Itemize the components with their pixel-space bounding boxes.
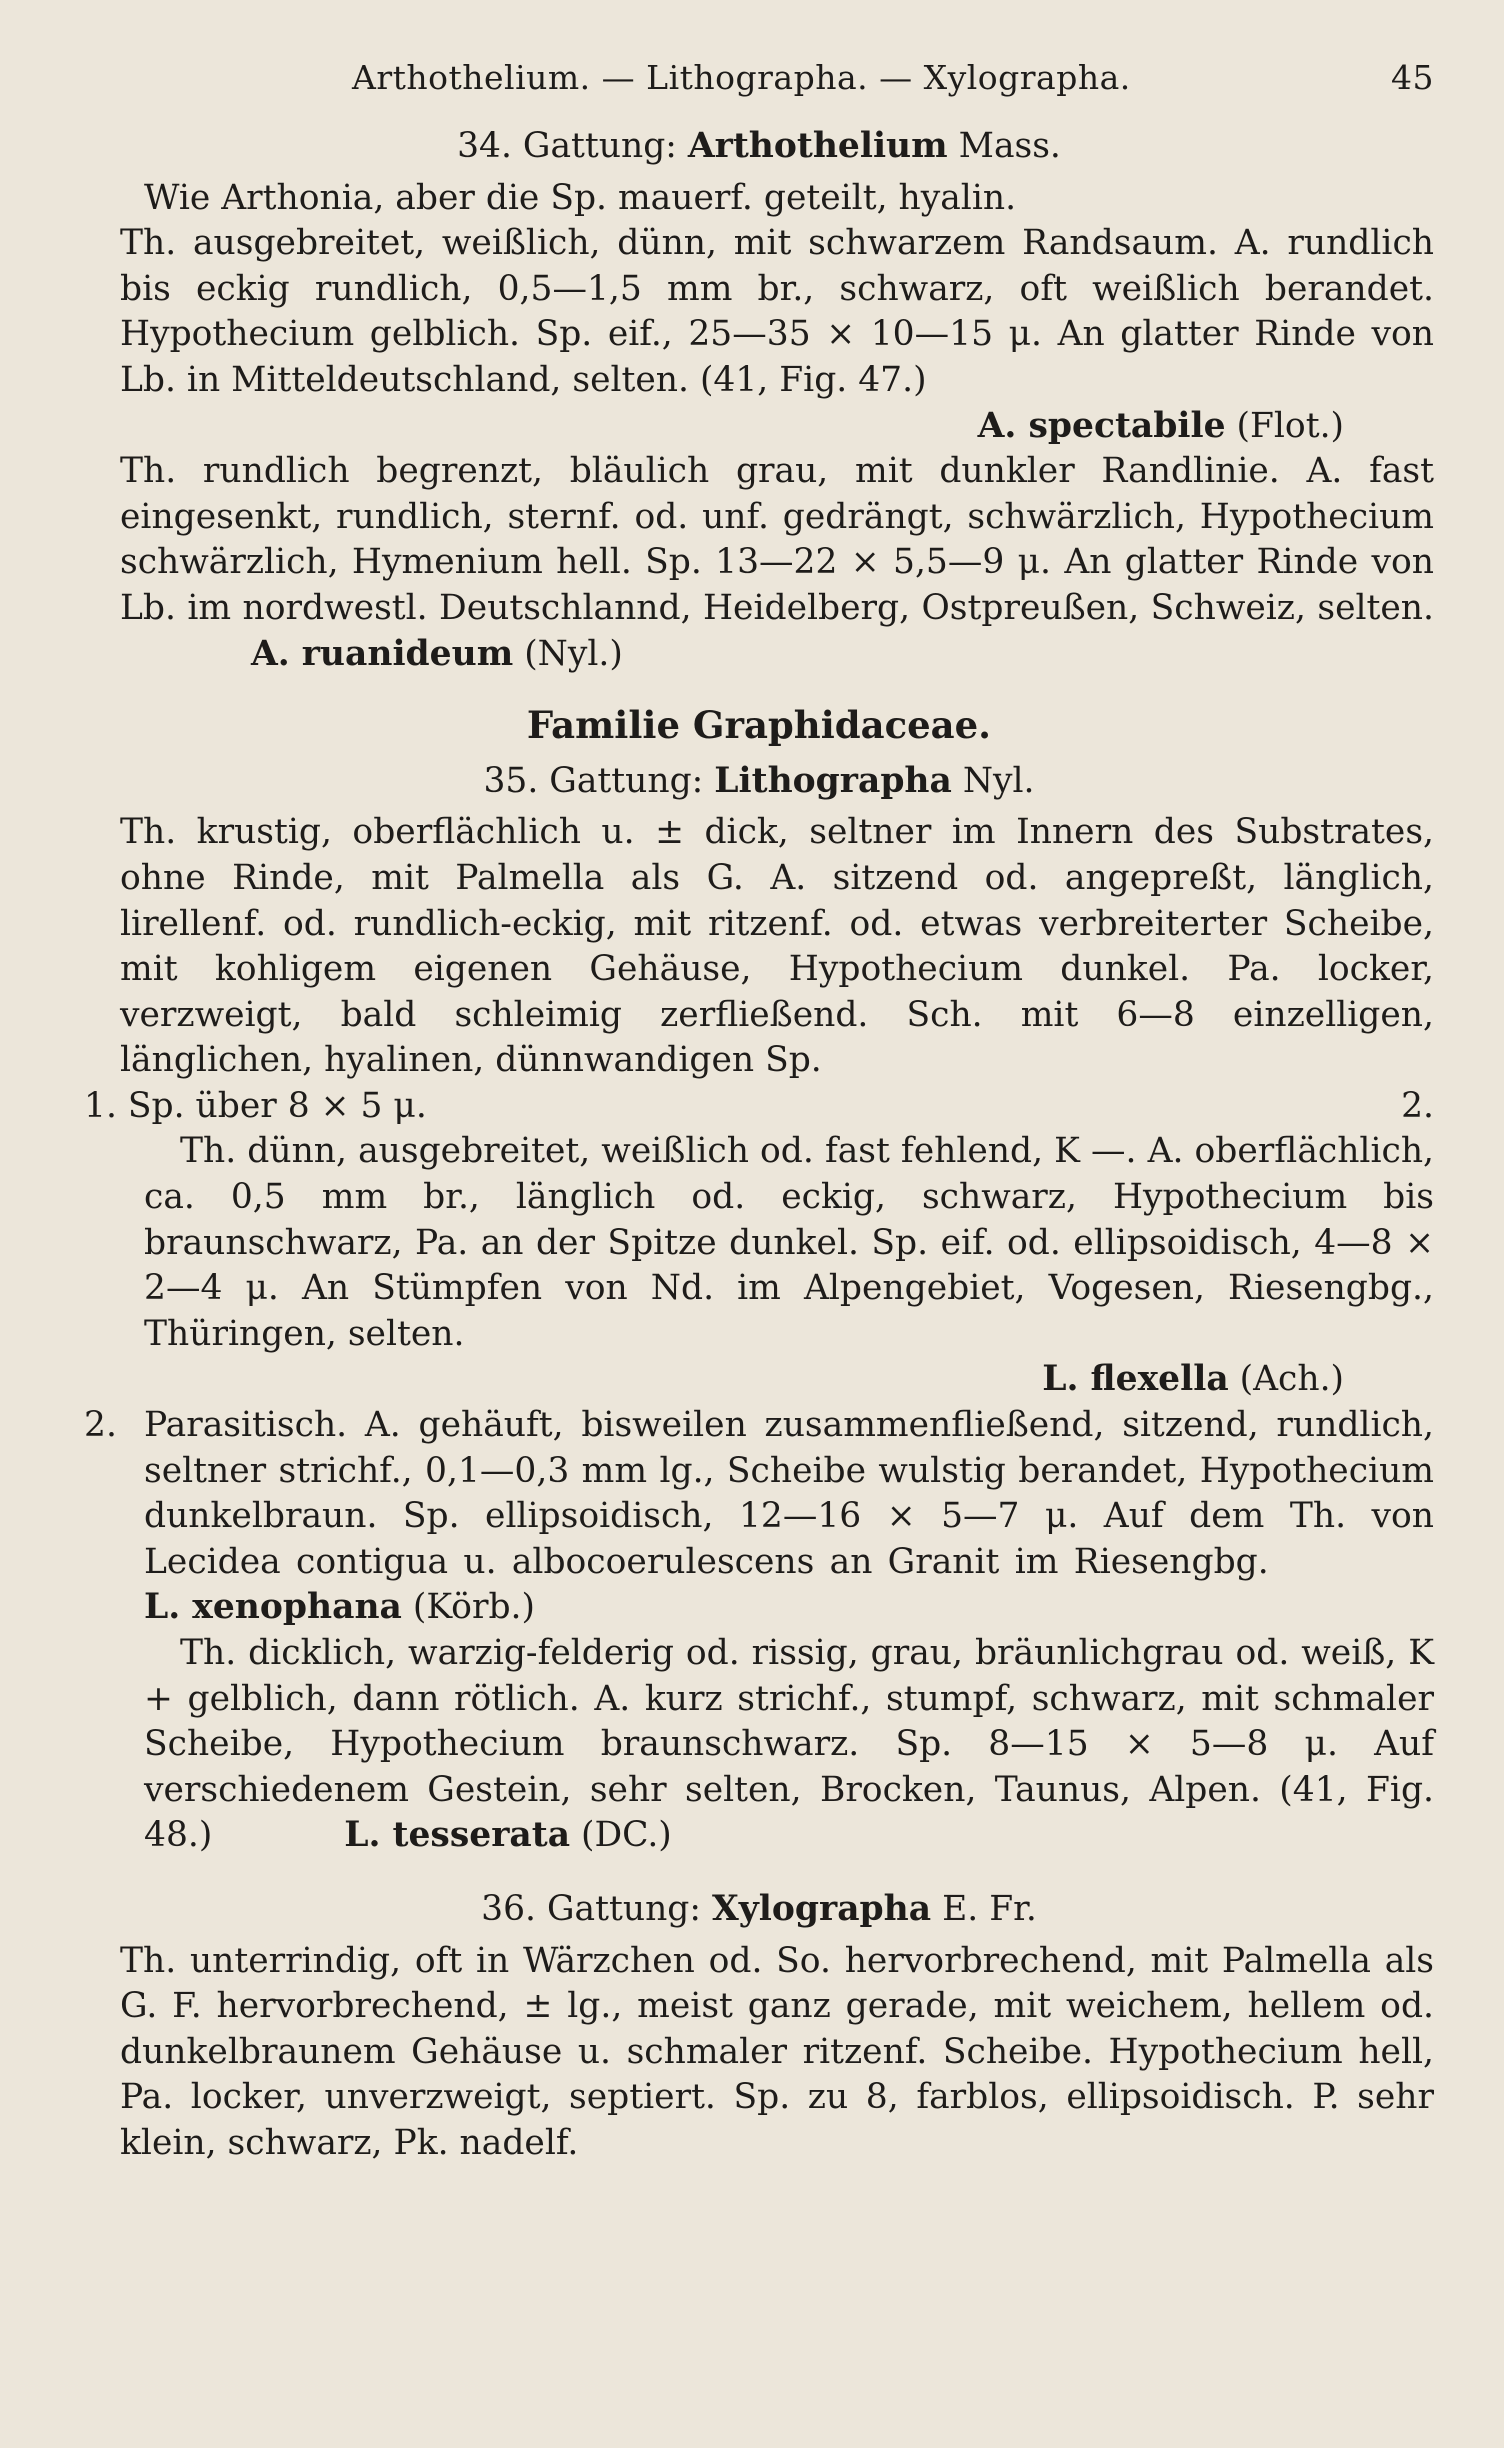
genus-heading-prefix: 34. Gattung:: [457, 126, 677, 166]
species-author: (Körb.): [412, 1587, 535, 1628]
species-author: (Nyl.): [524, 633, 623, 674]
species-description: Parasitisch. A. gehäuft, bisweilen zusammenfließend, sitzend, rundlich, seltner strichf., 0,1—0,3 mm lg., Scheibe wulstig berandet, Hypothecium dunkelbraun. Sp. ellipsoidisch, 12—16 × 5—7 μ. Auf dem Th. von Lecidea contigua u. albocoerulescens an Granit im Riesengbg.: [144, 1405, 1434, 1582]
genus-author: Nyl.: [962, 760, 1035, 801]
species-description: Th. rundlich begrenzt, bläulich grau, mit dunkler Randlinie. A. fast eingesenkt, rundlich, sternf. od. unf. gedrängt, schwärzlich, Hypothecium schwärzlich, Hymenium hell. Sp. 13—22 × 5,5—9 μ. An glatter Rinde von Lb. im nordwestl. Deutschlannd, Heidelberg, Ostpreußen, Schweiz, selten.: [120, 451, 1434, 628]
species-name: A. spectabile: [977, 405, 1226, 446]
species-name: L. xenophana: [144, 1587, 402, 1628]
running-head-title: Arthothelium. — Lithographa. — Xylographa.: [352, 58, 1131, 97]
genus-name: Arthothelium: [687, 126, 948, 166]
species-text: Th. dünn, ausgebreitet, weißlich od. fast fehlend, K —. A. oberflächlich, ca. 0,5 mm br., länglich od. eckig, schwarz, Hypothecium bis braunschwarz, Pa. an der Spitze dunkel. Sp. eif. od. ellipsoidisch, 4—8 × 2—4 μ. An Stümpfen von Nd. im Alpengebiet, Vogesen, Riesengbg., Thüringen, selten.: [144, 1131, 1434, 1354]
species-text: Th. ausgebreitet, weißlich, dünn, mit schwarzem Randsaum. A. rundlich bis eckig rundlich, 0,5—1,5 mm br., schwarz, oft weißlich berandet. Hypothecium gelblich. Sp. eif., 25—35 × 10—15 μ. An glatter Rinde von Lb. in Mitteldeutschland, selten. (41, Fig. 47.): [120, 223, 1434, 400]
species-text: [84, 1631, 1434, 1859]
page-number: 45: [1391, 58, 1434, 97]
genus-heading-35: [84, 759, 1434, 805]
species-name: L. flexella: [1042, 1359, 1229, 1400]
species-name: A. ruanideum: [250, 633, 514, 674]
genus-name: Xylographa: [711, 1888, 932, 1929]
genus-intro-36: Th. unterrindig, oft in Wärzchen od. So. hervorbrechend, mit Palmella als G. F. hervorbrechend, ± lg., meist ganz gerade, mit weichem, hellem od. dunkelbraunem Gehäuse u. schmaler ritzenf. Scheibe. Hypothecium hell, Pa. locker, unverzweigt, septiert. Sp. zu 8, farblos, ellipsoidisch. P. sehr klein, schwarz, Pk. nadelf.: [120, 1940, 1434, 2163]
species-name: L. tesserata: [344, 1815, 571, 1856]
species-name-line: [84, 1357, 1434, 1403]
key-label: 1. Sp. über 8 × 5 μ.: [84, 1085, 427, 1126]
genus-author: Mass.: [958, 126, 1061, 166]
key-ref: 2.: [1401, 1085, 1434, 1126]
genus-name: Lithographa: [714, 760, 952, 801]
genus-heading-prefix: 35. Gattung:: [483, 760, 704, 801]
genus-intro-35: Th. krustig, oberflächlich u. ± dick, seltner im Innern des Substrates, ohne Rinde, mit Palmella als G. A. sitzend od. angepreßt, länglich, lirellenf. od. rundlich-eckig, mit ritzenf. od. etwas verbreiterter Scheibe, mit kohligem eigenen Gehäuse, Hypothecium dunkel. Pa. locker, verzweigt, bald schleimig zerfließend. Sch. mit 6—8 einzelligen, länglichen, hyalinen, dünnwandigen Sp.: [120, 812, 1434, 1081]
species-author: (Ach.): [1239, 1359, 1344, 1400]
family-heading: Familie Graphidaceae.: [526, 703, 992, 748]
species-text: [84, 1403, 1434, 1631]
key-number: 2.: [84, 1405, 117, 1446]
species-text: [84, 449, 1434, 677]
key-line-1: [84, 1084, 1434, 1130]
species-description: Th. dicklich, warzig-felderig od. rissig, grau, bräunlichgrau od. weiß, K + gelblich, dann rötlich. A. kurz strichf., stumpf, schwarz, mit schmaler Scheibe, Hypothecium braunschwarz. Sp. 8—15 × 5—8 μ. Auf verschiedenem Gestein, sehr selten, Brocken, Taunus, Alpen. (41, Fig. 48.): [144, 1633, 1434, 1856]
species-author: (DC.): [581, 1815, 672, 1856]
genus-intro-34: Wie Arthonia, aber die Sp. mauerf. geteilt, hyalin.: [144, 177, 1017, 218]
genus-heading-34: [84, 124, 1434, 170]
page-body: [84, 124, 1434, 2167]
genus-author: E. Fr.: [942, 1888, 1037, 1929]
key-line-2: [84, 1403, 1434, 1631]
running-head: [84, 58, 1434, 118]
genus-heading-36: [84, 1887, 1434, 1933]
species-name-line: [84, 404, 1434, 450]
species-author: (Flot.): [1236, 405, 1344, 446]
genus-heading-prefix: 36. Gattung:: [481, 1888, 701, 1929]
